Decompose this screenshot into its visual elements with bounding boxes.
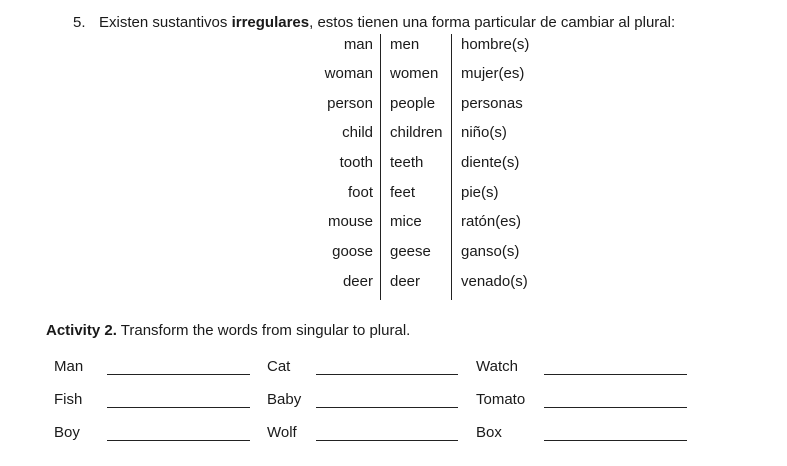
singular-cell: child <box>342 124 373 141</box>
singular-cell: mouse <box>327 213 373 230</box>
activity-instruction: Transform the words from singular to plural. <box>116 322 411 339</box>
table-row <box>0 273 787 295</box>
answer-blank[interactable] <box>544 374 687 375</box>
plural-cell: women <box>390 65 439 82</box>
exercise-word: Wolf <box>267 424 297 441</box>
table-row <box>0 243 787 265</box>
exercise-word: Baby <box>267 391 302 408</box>
table-row <box>0 184 787 206</box>
plural-cell: teeth <box>390 154 424 171</box>
item-text-after: , estos tienen una forma particular de cambiar al plural: <box>309 14 676 31</box>
exercise-word: Boy <box>54 424 80 441</box>
table-row <box>0 95 787 117</box>
answer-blank[interactable] <box>316 440 458 441</box>
answer-blank[interactable] <box>107 440 250 441</box>
table-row <box>0 154 787 176</box>
answer-blank[interactable] <box>316 407 458 408</box>
singular-cell: man <box>343 36 373 53</box>
plural-cell: men <box>390 36 420 53</box>
exercise-word: Man <box>54 358 84 375</box>
spanish-cell: personas <box>461 95 523 112</box>
singular-cell: person <box>327 95 373 112</box>
plural-cell: people <box>390 95 436 112</box>
singular-cell: woman <box>324 65 373 82</box>
plural-cell: children <box>390 124 443 141</box>
spanish-cell: niño(s) <box>461 124 507 141</box>
activity-label: Activity 2. <box>46 322 117 339</box>
exercise-word: Watch <box>476 358 518 375</box>
spanish-cell: venado(s) <box>461 273 528 290</box>
exercise-word: Tomato <box>476 391 526 408</box>
singular-cell: goose <box>332 243 373 260</box>
singular-cell: deer <box>342 273 373 290</box>
exercise-grid <box>0 355 787 455</box>
plural-cell: feet <box>390 184 416 201</box>
item-number: 5. <box>73 14 86 31</box>
spanish-cell: diente(s) <box>461 154 520 171</box>
item-bold-word: irregulares <box>231 14 310 31</box>
answer-blank[interactable] <box>107 374 250 375</box>
exercise-word: Fish <box>54 391 83 408</box>
plural-cell: mice <box>390 213 422 230</box>
exercise-word: Cat <box>267 358 291 375</box>
exercise-word: Box <box>476 424 502 441</box>
table-row <box>0 65 787 87</box>
singular-cell: foot <box>347 184 373 201</box>
spanish-cell: mujer(es) <box>461 65 525 82</box>
table-row <box>0 213 787 235</box>
spanish-cell: ganso(s) <box>461 243 520 260</box>
irregular-nouns-table <box>0 34 787 304</box>
answer-blank[interactable] <box>107 407 250 408</box>
spanish-cell: hombre(s) <box>461 36 530 53</box>
item-5-heading <box>73 14 675 31</box>
answer-blank[interactable] <box>544 440 687 441</box>
table-row <box>0 36 787 58</box>
activity-2-heading <box>46 322 410 339</box>
answer-blank[interactable] <box>544 407 687 408</box>
plural-cell: deer <box>390 273 421 290</box>
answer-blank[interactable] <box>316 374 458 375</box>
singular-cell: tooth <box>339 154 373 171</box>
table-row <box>0 124 787 146</box>
spanish-cell: pie(s) <box>461 184 499 201</box>
item-text-before: Existen sustantivos <box>99 14 232 31</box>
plural-cell: geese <box>390 243 431 260</box>
spanish-cell: ratón(es) <box>461 213 522 230</box>
